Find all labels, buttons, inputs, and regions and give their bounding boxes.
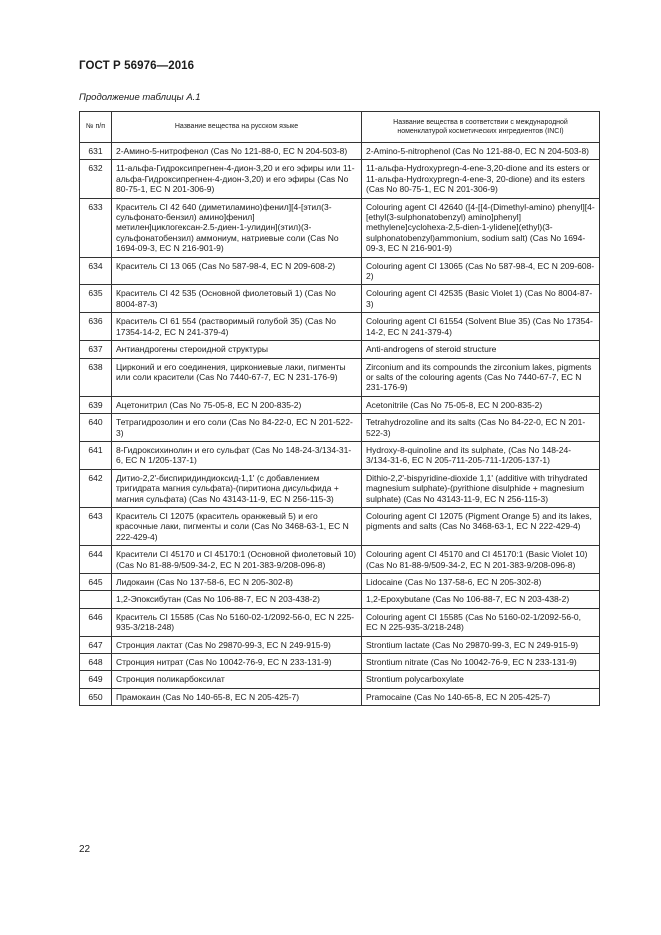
table-row xyxy=(80,160,600,198)
substances-table xyxy=(79,111,600,706)
table-row xyxy=(80,591,600,608)
inci-name-cell: Colouring agent CI 13065 (Cas No 587-98-4, EC N 209-608-2) xyxy=(362,257,600,285)
russian-name-cell: Цирконий и его соединения, циркониевые лаки, пигменты или соли красители (Cas No 7440-67-7, EC N 231-176-9) xyxy=(112,358,362,396)
table-row xyxy=(80,257,600,285)
inci-name-cell: Dithio-2,2'-bispyridine-dioxide 1,1' (additive with trihydrated magnesium sulphate)-(pyrithione disulphide + magnesium sulphate) (Cas No 43143-11-9, EC N 256-115-3) xyxy=(362,469,600,507)
row-number: 649 xyxy=(80,671,112,688)
table-row xyxy=(80,636,600,653)
header-number: № п/п xyxy=(80,112,112,143)
inci-name-cell: 2-Amino-5-nitrophenol (Cas No 121-88-0, EC N 204-503-8) xyxy=(362,143,600,160)
russian-name-cell: Краситель CI 42 535 (Основной фиолетовый 1) (Cas No 8004-87-3) xyxy=(112,285,362,313)
russian-name-cell: Красители CI 45170 и CI 45170:1 (Основной фиолетовый 10) (Cas No 81-88-9/509-34-2, EC N 201-383-9/208-096-8) xyxy=(112,546,362,574)
inci-name-cell: Hydroxy-8-quinoline and its sulphate, (Cas No 148-24-3/134-31-6, EC N 205-711-205-711-1/205-137-1) xyxy=(362,441,600,469)
inci-name-cell: 11-альфа-Hydroxypregn-4-ene-3,20-dione and its esters or 11-альфа-Hydroxypregn-4-ene-3, 20-dione) and its esters (Cas No 80-75-1, EC N 201-306-9) xyxy=(362,160,600,198)
inci-name-cell: Colouring agent CI 42640 ([4-[[4-(Dimethyl-amino) phenyl][4-[ethyl(3-sulphonatobenzyl) amino]phenyl] methylene]cyclohexa-2,5-dien-1-ylidene](ethyl)(3-sulphonatobenzyl)ammonium, sodium salt) (Cas No 1694-09-3, EC N 216-901-9) xyxy=(362,198,600,257)
table-row xyxy=(80,688,600,705)
table-row xyxy=(80,654,600,671)
inci-name-cell: Colouring agent CI 45170 and CI 45170:1 (Basic Violet 10) (Cas No 81-88-9/509-34-2, EC N 201-383-9/208-096-8) xyxy=(362,546,600,574)
table-row xyxy=(80,671,600,688)
table-header-row xyxy=(80,112,600,143)
russian-name-cell: 1,2-Эпоксибутан (Cas No 106-88-7, EC N 203-438-2) xyxy=(112,591,362,608)
row-number: 635 xyxy=(80,285,112,313)
row-number: 643 xyxy=(80,507,112,545)
row-number: 640 xyxy=(80,414,112,442)
russian-name-cell: Стронция лактат (Cas No 29870-99-3, EC N 249-915-9) xyxy=(112,636,362,653)
table-row xyxy=(80,507,600,545)
row-number xyxy=(80,591,112,608)
russian-name-cell: Стронция нитрат (Cas No 10042-76-9, EC N 233-131-9) xyxy=(112,654,362,671)
inci-name-cell: Pramocaine (Cas No 140-65-8, EC N 205-425-7) xyxy=(362,688,600,705)
table-row xyxy=(80,313,600,341)
row-number: 636 xyxy=(80,313,112,341)
table-row xyxy=(80,608,600,636)
inci-name-cell: Colouring agent CI 15585 (Cas No 5160-02-1/2092-56-0, EC N 225-935-3/218-248) xyxy=(362,608,600,636)
table-row xyxy=(80,396,600,413)
document-header-title: ГОСТ Р 56976—2016 xyxy=(79,60,195,72)
row-number: 642 xyxy=(80,469,112,507)
russian-name-cell: 11-альфа-Гидроксипрегнен-4-дион-3,20 и его эфиры или 11-альфа-Гидроксипрегнен-4-дион-3,20) и его эфиры (Cas No 80-75-1, EC N 201-306-9) xyxy=(112,160,362,198)
inci-name-cell: Lidocaine (Cas No 137-58-6, EC N 205-302-8) xyxy=(362,574,600,591)
inci-name-cell: Colouring agent CI 42535 (Basic Violet 1) (Cas No 8004-87-3) xyxy=(362,285,600,313)
inci-name-cell: Anti-androgens of steroid structure xyxy=(362,341,600,358)
table-row xyxy=(80,341,600,358)
table-row xyxy=(80,574,600,591)
russian-name-cell: Краситель CI 12075 (краситель оранжевый 5) и его красочные лаки, пигменты и соли (Cas No 3468-63-1, EC N 222-429-4) xyxy=(112,507,362,545)
russian-name-cell: Стронция поликарбоксилат xyxy=(112,671,362,688)
row-number: 647 xyxy=(80,636,112,653)
russian-name-cell: Лидокаин (Cas No 137-58-6, EC N 205-302-8) xyxy=(112,574,362,591)
table-body xyxy=(80,143,600,706)
russian-name-cell: Тетрагидрозолин и его соли (Cas No 84-22-0, EC N 201-522-3) xyxy=(112,414,362,442)
row-number: 641 xyxy=(80,441,112,469)
inci-name-cell: 1,2-Epoxybutane (Cas No 106-88-7, EC N 203-438-2) xyxy=(362,591,600,608)
russian-name-cell: Прамокаин (Cas No 140-65-8, EC N 205-425-7) xyxy=(112,688,362,705)
russian-name-cell: 8-Гидроксихинолин и его сульфат (Cas No 148-24-3/134-31-6, EC N 1/205-137-1) xyxy=(112,441,362,469)
table-row xyxy=(80,546,600,574)
row-number: 632 xyxy=(80,160,112,198)
header-inci-name: Название вещества в соответствии с международной номенклатурой косметических ингредиентов (INCI) xyxy=(362,112,600,143)
row-number: 650 xyxy=(80,688,112,705)
inci-name-cell: Zirconium and its compounds the zirconium lakes, pigments or salts of the colouring agents (Cas No 7440-67-7, EC N 231-176-9) xyxy=(362,358,600,396)
table-row xyxy=(80,285,600,313)
table-row xyxy=(80,469,600,507)
russian-name-cell: Антиандрогены стероидной структуры xyxy=(112,341,362,358)
row-number: 639 xyxy=(80,396,112,413)
russian-name-cell: Краситель CI 42 640 (диметиламино)фенил][4-[этил(3-сульфонато-бензил) амино]фенил] метилен]циклогексан-2.5-диен-1-улидин](этил)(3-сульфонатобензил) аммониум, натриевые соли (Cas No 1694-09-3, EC N 216-901-9) xyxy=(112,198,362,257)
russian-name-cell: Краситель CI 61 554 (растворимый голубой 35) (Cas No 17354-14-2, EC N 241-379-4) xyxy=(112,313,362,341)
inci-name-cell: Tetrahydrozoline and its salts (Cas No 84-22-0, EC N 201-522-3) xyxy=(362,414,600,442)
row-number: 637 xyxy=(80,341,112,358)
table-row xyxy=(80,414,600,442)
inci-name-cell: Colouring agent CI 61554 (Solvent Blue 35) (Cas No 17354-14-2, EC N 241-379-4) xyxy=(362,313,600,341)
russian-name-cell: 2-Амино-5-нитрофенол (Cas No 121-88-0, EC N 204-503-8) xyxy=(112,143,362,160)
inci-name-cell: Strontium nitrate (Cas No 10042-76-9, EC N 233-131-9) xyxy=(362,654,600,671)
inci-name-cell: Acetonitrile (Cas No 75-05-8, EC N 200-835-2) xyxy=(362,396,600,413)
page-number: 22 xyxy=(79,844,91,855)
russian-name-cell: Дитио-2,2'-биспиридиндиоксид-1,1' (с добавлением тригидрата магния сульфата)-(пиритиона дисульфида + магния сульфата) (Cas No 43143-11-9, EC N 256-115-3) xyxy=(112,469,362,507)
row-number: 631 xyxy=(80,143,112,160)
header-russian-name: Название вещества на русском языке xyxy=(112,112,362,143)
inci-name-cell: Colouring agent CI 12075 (Pigment Orange 5) and its lakes, pigments and salts (Cas No 3468-63-1, EC N 222-429-4) xyxy=(362,507,600,545)
row-number: 648 xyxy=(80,654,112,671)
inci-name-cell: Strontium polycarboxylate xyxy=(362,671,600,688)
table-row xyxy=(80,143,600,160)
table-caption: Продолжение таблицы А.1 xyxy=(79,92,201,103)
row-number: 633 xyxy=(80,198,112,257)
russian-name-cell: Краситель CI 13 065 (Cas No 587-98-4, EC N 209-608-2) xyxy=(112,257,362,285)
table-row xyxy=(80,198,600,257)
row-number: 646 xyxy=(80,608,112,636)
table-row xyxy=(80,358,600,396)
russian-name-cell: Краситель CI 15585 (Cas No 5160-02-1/2092-56-0, EC N 225-935-3/218-248) xyxy=(112,608,362,636)
row-number: 645 xyxy=(80,574,112,591)
row-number: 638 xyxy=(80,358,112,396)
row-number: 634 xyxy=(80,257,112,285)
inci-name-cell: Strontium lactate (Cas No 29870-99-3, EC N 249-915-9) xyxy=(362,636,600,653)
row-number: 644 xyxy=(80,546,112,574)
russian-name-cell: Ацетонитрил (Cas No 75-05-8, EC N 200-835-2) xyxy=(112,396,362,413)
table-row xyxy=(80,441,600,469)
